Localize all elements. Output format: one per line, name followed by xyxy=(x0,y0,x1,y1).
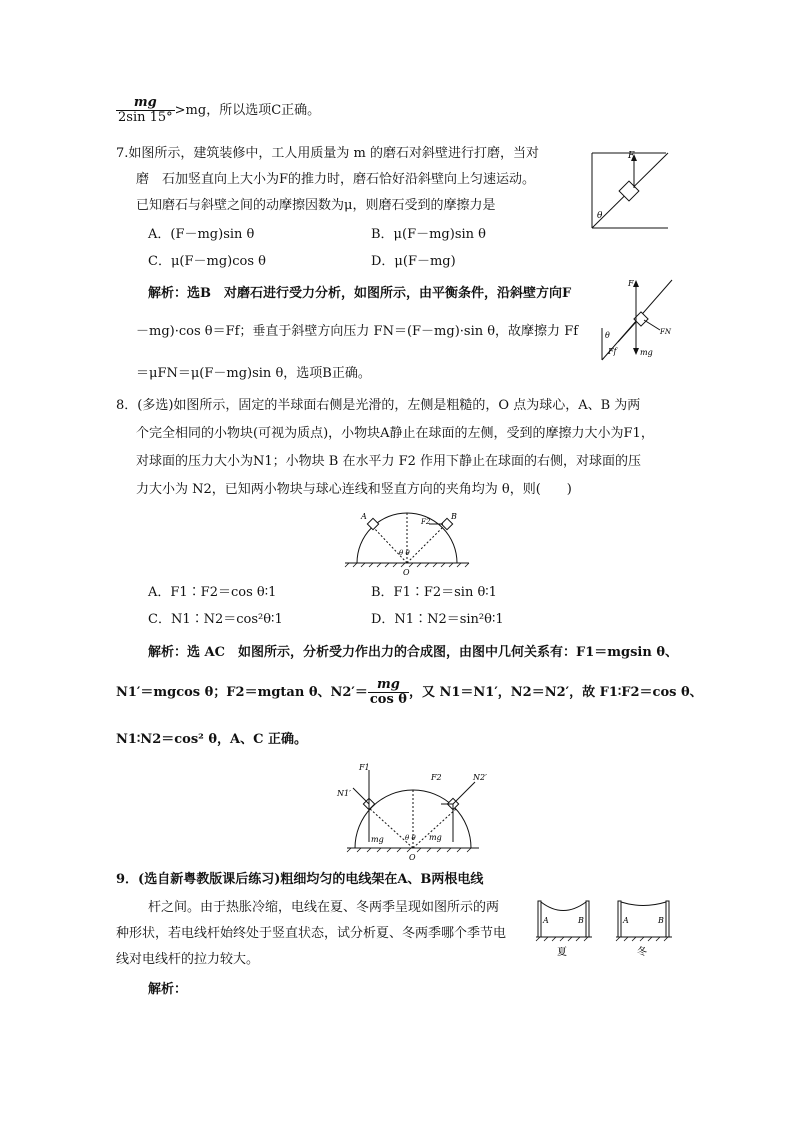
fraction xyxy=(116,96,175,125)
fraction xyxy=(368,678,409,707)
normal-force-left xyxy=(353,788,369,804)
friction-arrow xyxy=(618,322,636,342)
q8-stem-line2: 个完全相同的小物块(可视为质点)，小物块A静止在球面的左侧，受到的摩擦力大小为F1， xyxy=(136,426,654,441)
q9-stem-line2: 杆之间。由于热胀冷缩，电线在夏、冬两季呈现如图所示的两 xyxy=(148,900,500,915)
q9-power-line-figure xyxy=(532,893,680,961)
winter-diagram xyxy=(616,901,672,958)
radius-B xyxy=(407,527,443,563)
label-A: A xyxy=(543,916,549,925)
arrow-head-icon xyxy=(633,348,639,355)
pole-B xyxy=(586,901,589,937)
label-summer: 夏 xyxy=(557,947,567,958)
arrow-head-icon xyxy=(633,280,639,287)
label-B: B xyxy=(451,512,457,521)
ground-hatching xyxy=(536,937,588,941)
fraction-denominator: cos θ xyxy=(369,692,407,707)
pole-A xyxy=(538,901,541,937)
q7-incline-figure xyxy=(590,148,670,232)
label-A: A xyxy=(361,512,367,521)
label-F1: F1 xyxy=(359,763,370,772)
q7-analysis-line3: ＝μFN＝μ(F－mg)sin θ，选项B正确。 xyxy=(136,366,371,381)
prev-answer-line xyxy=(116,96,320,125)
q8-analysis-line3: N1∶N2＝cos² θ，A、C 正确。 xyxy=(116,732,307,747)
label-mg-left: mg xyxy=(371,835,384,844)
summer-diagram xyxy=(536,901,592,958)
normal-force-label: FN xyxy=(660,328,671,336)
gravity-label: mg xyxy=(640,348,653,357)
q7-analysis-line2: －mg)·cos θ＝Ff；垂直于斜壁方向压力 FN＝(F－mg)·sin θ，故摩擦力 Ff xyxy=(136,324,579,339)
q7-force-figure xyxy=(598,276,678,364)
q8-stem-line3: 对球面的压力大小为N1；小物块 B 在水平力 F2 作用下静止在球面的右侧，对球面的压 xyxy=(136,454,642,469)
q8-force-figure xyxy=(333,760,493,864)
sagging-wire xyxy=(541,902,586,911)
q7-stem-line1: 7.如图所示，建筑装修中，工人用质量为 m 的磨石对斜壁进行打磨，当对 xyxy=(116,146,539,161)
angle-label: θ xyxy=(605,331,610,340)
q9-stem-line1: 9．(选自新粤教版课后练习)粗细均匀的电线架在A、B两根电线 xyxy=(116,872,484,887)
fraction-denominator: 2sin 15° xyxy=(118,110,173,125)
label-mg-right: mg xyxy=(429,833,442,842)
q8-analysis-line2 xyxy=(116,678,703,707)
analysis-text: ，又 N1＝N1′，N2＝N2′，故 F1∶F2＝cos θ、 xyxy=(408,685,703,700)
friction-label: Ff xyxy=(608,347,617,356)
q9-analysis-label: 解析： xyxy=(148,982,188,997)
q9-stem-line4: 线对电线杆的拉力较大。 xyxy=(116,952,260,967)
q8-stem-line4: 力大小为 N2，已知两小物块与球心连线和竖直方向的夹角均为 θ，则( ) xyxy=(136,482,572,497)
ground-hatching xyxy=(347,848,471,852)
q8-option-d: D．N1∶N2＝sin²θ∶1 xyxy=(371,612,504,627)
q7-stem-line3: 已知磨石与斜壁之间的动摩擦因数为μ，则磨石受到的摩擦力是 xyxy=(136,198,496,213)
ground-hatching xyxy=(345,563,469,567)
angle-labels: θ θ xyxy=(405,834,416,842)
taut-wire xyxy=(621,902,666,906)
q7-option-d: D．μ(F－mg) xyxy=(371,254,456,269)
label-B: B xyxy=(578,916,584,925)
label-O: O xyxy=(409,853,416,862)
angle-label: θ xyxy=(597,211,603,221)
normal-force-arrow xyxy=(644,320,660,330)
q8-option-a: A．F1∶F2＝cos θ∶1 xyxy=(148,585,277,600)
analysis-text: N1′＝mgcos θ；F2＝mgtan θ、N2′＝ xyxy=(116,685,368,700)
q8-option-b: B．F1∶F2＝sin θ∶1 xyxy=(371,585,497,600)
pole-B xyxy=(666,901,669,937)
normal-force-right xyxy=(453,782,475,804)
q7-option-b: B．μ(F－mg)sin θ xyxy=(371,227,486,242)
prev-answer-text: >mg，所以选项C正确。 xyxy=(174,103,321,118)
label-N2: N2′ xyxy=(473,773,487,782)
label-F2: F2 xyxy=(421,518,431,526)
label-A: A xyxy=(623,916,629,925)
ground-hatching xyxy=(616,937,668,941)
q8-stem-line1: 8．(多选)如图所示，固定的半球面右侧是光滑的，左侧是粗糙的，O 点为球心，A、B 为两 xyxy=(116,398,641,413)
q7-analysis-line1: 解析：选B 对磨石进行受力分析，如图所示，由平衡条件，沿斜壁方向F xyxy=(148,286,572,301)
force-label: F xyxy=(628,151,635,161)
label-O: O xyxy=(403,568,410,577)
pole-A xyxy=(618,901,621,937)
q8-analysis-line1: 解析：选 AC 如图所示，分析受力作出力的合成图，由图中几何关系有：F1＝mgsin θ、 xyxy=(148,645,678,660)
label-N1: N1′ xyxy=(337,789,351,798)
fraction-numerator: mg xyxy=(368,678,409,693)
radius-B xyxy=(413,808,457,848)
label-F2: F2 xyxy=(431,773,442,782)
fraction-numerator: mg xyxy=(116,96,175,111)
q7-stem-line2: 磨 石加竖直向上大小为F的推力时，磨石恰好沿斜壁向上匀速运动。 xyxy=(136,172,536,187)
q7-option-a: A．(F－mg)sin θ xyxy=(148,227,255,242)
q8-option-c: C．N1∶N2＝cos²θ∶1 xyxy=(148,612,283,627)
q9-stem-line3: 种形状，若电线杆始终处于竖直状态，试分析夏、冬两季哪个季节电 xyxy=(116,926,507,941)
angle-labels: θ θ xyxy=(399,549,410,557)
radius-A xyxy=(373,527,407,563)
force-F-label: F xyxy=(628,279,634,288)
label-B: B xyxy=(658,916,664,925)
block-A xyxy=(367,518,378,529)
label-winter: 冬 xyxy=(637,947,647,958)
q8-hemisphere-figure xyxy=(343,505,473,577)
q7-option-c: C．μ(F－mg)cos θ xyxy=(148,254,266,269)
